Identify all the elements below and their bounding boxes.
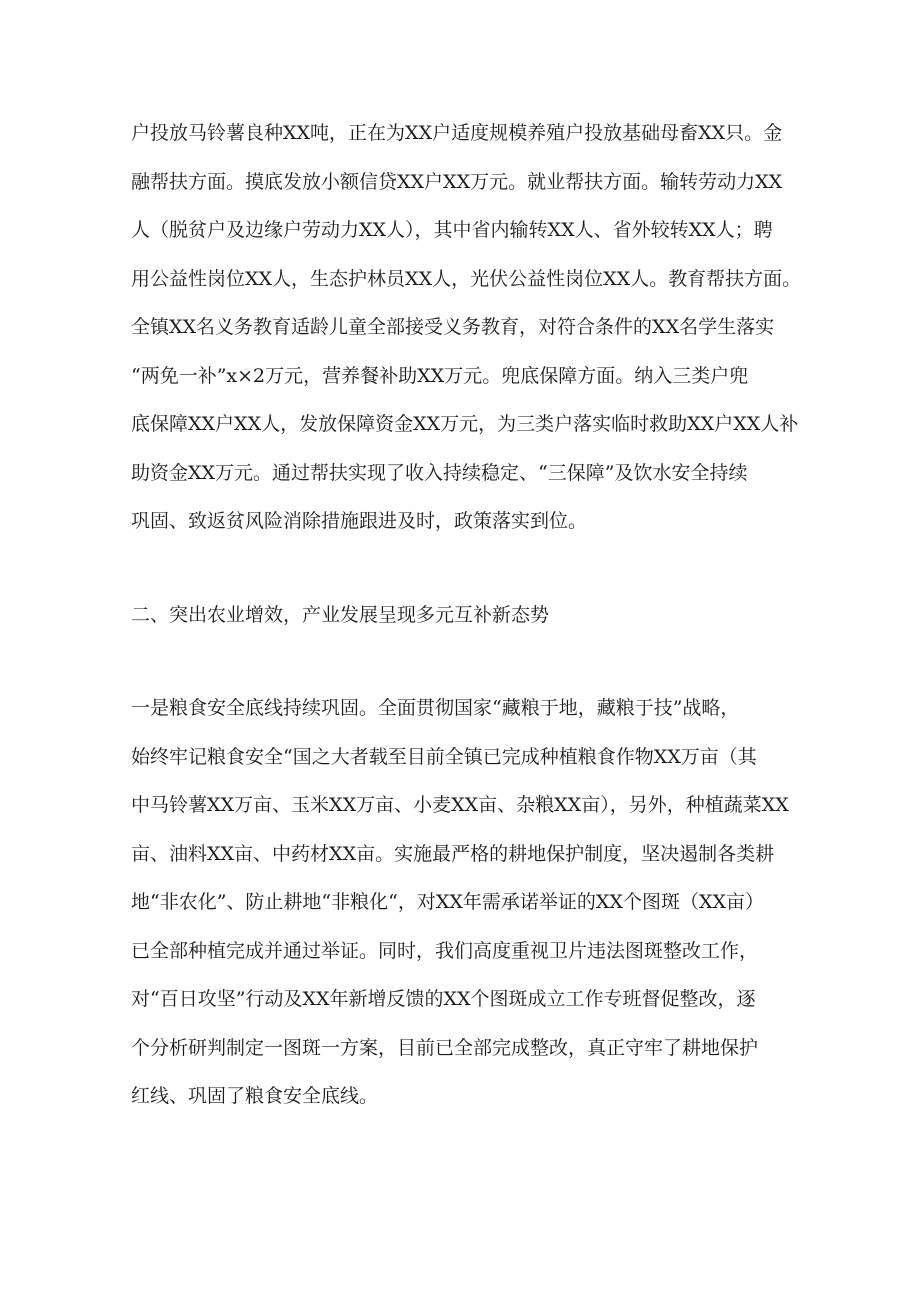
paragraph-line: 人（脱贫户及边缘户劳动力XX人），其中省内输转XX人、省外较转XX人；聘 xyxy=(131,219,773,241)
paragraph-line: 已全部种植完成并通过举证。同时，我们高度重视卫片违法图斑整改工作， xyxy=(131,940,759,962)
paragraph-line: 户投放马铃薯良种XX吨，正在为XX户适度规模养殖户投放基础母畜XX只。金 xyxy=(131,122,783,144)
paragraph-line: 全镇XX名义务教育适龄儿童全部接受义务教育，对符合条件的XX名学生落实 xyxy=(131,316,775,338)
paragraph-line: 对“百日攻坚”行动及XX年新增反馈的XX个图斑成立工作专班督促整改，逐 xyxy=(131,988,756,1010)
paragraph-line: 亩、油料XX亩、中药材XX亩。实施最严格的耕地保护制度，坚决遏制各类耕 xyxy=(131,843,775,865)
paragraph-line: 一是粮食安全底线持续巩固。全面贯彻国家“藏粮于地，藏粮于技”战略， xyxy=(131,697,740,719)
paragraph-line: 用公益性岗位XX人，生态护林员XX人，光伏公益性岗位XX人。教育帮扶方面。 xyxy=(131,268,802,290)
paragraph-line: 红线、巩固了粮食安全底线。 xyxy=(131,1085,379,1107)
paragraph-line: 助资金XX万元。通过帮扶实现了收入持续稳定、“三保障”及饮水安全持续 xyxy=(131,462,748,484)
paragraph-line: 巩固、致返贫风险消除措施跟进及时，政策落实到位。 xyxy=(131,510,588,532)
paragraph-line: 底保障XX户XX人，发放保障资金XX万元，为三类户落实临时救助XX户XX人补 xyxy=(131,413,799,435)
section-heading: 二、突出农业增效，产业发展呈现多元互补新态势 xyxy=(131,604,550,626)
paragraph-line: 始终牢记粮食安全“国之大者载至目前全镇已完成种植粮食作物XX万亩（其 xyxy=(131,746,757,768)
paragraph-line: 地“非农化”、防止耕地“非粮化“，对XX年需承诺举证的XX个图斑（XX亩） xyxy=(131,891,765,913)
paragraph-line: 融帮扶方面。摸底发放小额信贷XX户XX万元。就业帮扶方面。输转劳动力XX xyxy=(131,171,783,193)
paragraph-line: “两免一补”x×2万元，营养餐补助XX万元。兜底保障方面。纳入三类户兜 xyxy=(131,365,749,387)
paragraph-line: 中马铃薯XX万亩、玉米XX万亩、小麦XX亩、杂粮XX亩），另外，种植蔬菜XX xyxy=(131,794,789,816)
paragraph-line: 个分析研判制定一图斑一方案，目前已全部完成整改，真正守牢了耕地保护 xyxy=(131,1037,759,1059)
